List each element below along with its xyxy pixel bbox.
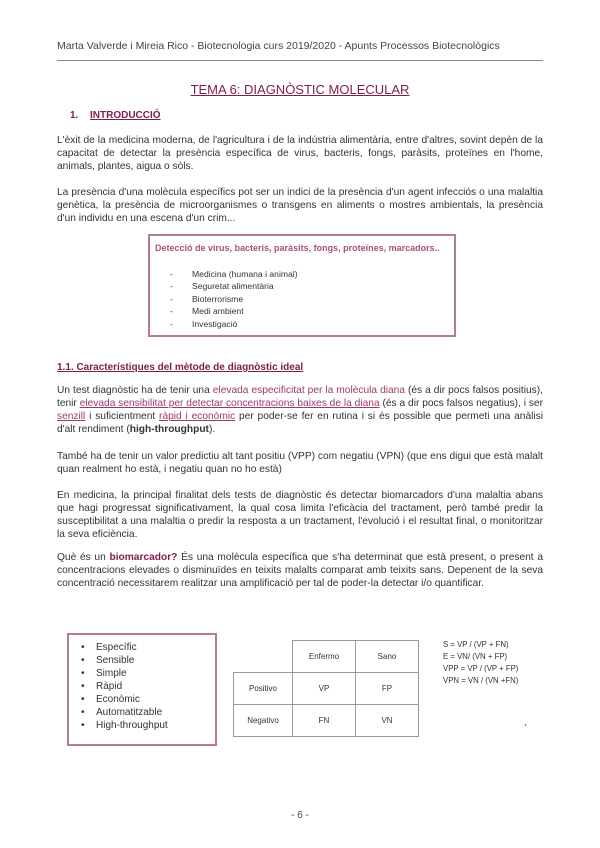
header-divider (57, 60, 543, 61)
table-header-cell: Sano (356, 641, 419, 673)
ideal-paragraph-3: En medicina, la principal finalitat dels tests de diagnòstic és detectar biomarcadors d'una malaltia abans que hagi progressat significativament, la qual cosa limita l'eficàcia del tractament, però també predir la susceptibilitat a una malaltia o predir la resposta a un tractament, l'evolució i el resultat final, o monitoritzar la seva eficiència. (57, 490, 543, 540)
list-item: • High-throughput (81, 719, 168, 732)
highlight-simple: senzill (57, 411, 86, 422)
text-run: És una molècula específica que s'ha determinat que està present, o present a concentracions elevades o disminuïdes en teixits malalts comparat amb teixits sans. Depenent de la seva concentració necessitarem realitzar una amplificació per tal de poder-la detectar i/o quantificar. (57, 552, 543, 589)
list-item: - Medi ambient (170, 305, 298, 317)
detection-box-heading: Detecció de virus, bacteris, paràsits, fongs, proteïnes, marcadors.. (155, 243, 440, 253)
intro-paragraph-1: L'èxit de la medicina moderna, de l'agricultura i de la indústria alimentària, entre d'altres, sovint depèn de la capacitat de detectar la presència específica de virus, bacteris, fongs, paràsits, proteïnes en l'home, animals, plantes, aigua o sòls. (57, 135, 543, 172)
text-run: (és a dir pocs falsos negatius), i ser (379, 398, 543, 409)
section-heading-introduccio (70, 110, 161, 121)
text-run: Què és un (57, 552, 110, 563)
text-run: (és a dir pocs falsos positius), tenir (57, 385, 543, 409)
section-title: INTRODUCCIÓ (90, 110, 161, 121)
highlight-fast-cheap: ràpid i econòmic (159, 411, 236, 422)
ideal-paragraph-2: També ha de tenir un valor predictiu alt tant positiu (VPP) com negatiu (VPN) (que ens digui que està malalt quan realment ho està, i negatiu quan no ho està) (57, 451, 543, 475)
list-item: - Investigació (170, 318, 298, 330)
list-item: • Automatitzable (81, 706, 168, 719)
formulas-block (443, 639, 518, 687)
table-cell: FP (356, 673, 419, 705)
table-cell: VN (356, 705, 419, 737)
section-number: 1. (70, 110, 79, 121)
list-item: • Simple (81, 667, 168, 680)
list-item: • Econòmic (81, 693, 168, 706)
formula-vpn: VPN = VN / (VN +FN) (443, 676, 519, 685)
table-row (234, 641, 419, 673)
properties-box (67, 633, 217, 746)
properties-list (81, 641, 168, 732)
intro-paragraph-2: La presència d'una molècula específics pot ser un indici de la presència d'un agent infecciós o una malaltia genètica, la presència de microorganismes o transgens en aliments o mostres ambientals, la presència d'un individu en una escena d'un crim... (57, 187, 543, 224)
table-row (234, 705, 419, 737)
list-item: • Específic (81, 641, 168, 654)
contingency-table (233, 640, 419, 737)
table-row-label: Negativo (234, 705, 293, 737)
text-run: per poder-se fer en rutina i si és possible que permeti una anàlisi d'alt rendiment ( (57, 411, 544, 435)
subsection-heading: 1.1. Característiques del mètode de diagnòstic ideal (57, 362, 304, 373)
detection-box (148, 234, 456, 337)
table-header-cell: Enfermo (293, 641, 356, 673)
table-row (234, 673, 419, 705)
ideal-paragraph-4 (57, 551, 543, 590)
page-number: - 6 - (291, 810, 309, 821)
bold-high-throughput: high-throughput (129, 424, 209, 435)
text-run: i suficientment (85, 411, 160, 422)
ideal-paragraph-1 (57, 384, 543, 436)
list-item: • Sensible (81, 654, 168, 667)
formula-vpp: VPP = VP / (VP + FP) (443, 664, 519, 673)
text-run: Un test diagnòstic ha de tenir una (57, 385, 213, 396)
list-item: - Bioterrorisme (170, 293, 298, 305)
table-row-label: Positivo (234, 673, 293, 705)
table-cell: FN (293, 705, 356, 737)
text-run: ). (208, 424, 216, 435)
list-item: - Seguretat alimentària (170, 280, 298, 292)
bold-biomarcador: biomarcador? (109, 552, 178, 563)
list-item: • Ràpid (81, 680, 168, 693)
page-title: TEMA 6: DIAGNÒSTIC MOLECULAR (190, 82, 410, 97)
page-header: Marta Valverde i Mireia Rico - Biotecnologia curs 2019/2020 - Apunts Processos Biotecnològics (57, 40, 500, 52)
highlight-sensitivity: elevada sensibilitat per detectar concentracions baixes de la diana (79, 398, 380, 409)
stray-mark: , (524, 717, 527, 727)
detection-box-list (170, 268, 298, 330)
highlight-specificity: elevada especificitat per la molècula diana (212, 385, 405, 396)
table-cell (234, 641, 293, 673)
list-item: - Medicina (humana i animal) (170, 268, 298, 280)
formula-specificity: E = VN/ (VN + FP) (443, 652, 508, 661)
table-cell: VP (293, 673, 356, 705)
formula-sensitivity: S = VP / (VP + FN) (443, 640, 509, 649)
